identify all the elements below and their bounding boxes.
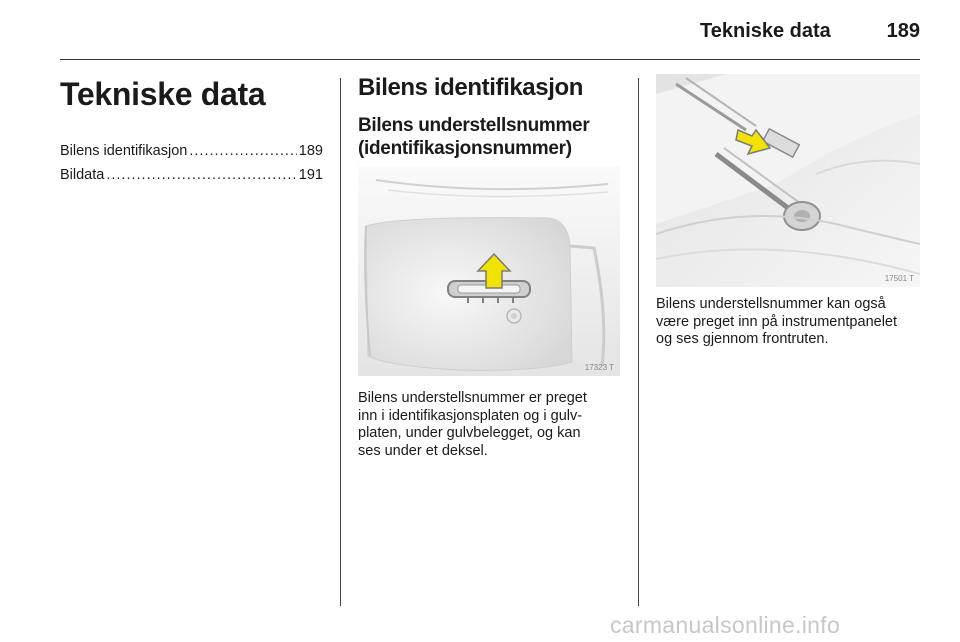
section-column	[358, 74, 620, 160]
toc-entry-car-data[interactable]	[60, 167, 323, 191]
dashboard-illustration	[656, 74, 920, 287]
toc-label: Bilens identifikasjon	[60, 143, 188, 159]
text-line: og ses gjennom frontruten.	[656, 331, 829, 347]
text-line: Bilens understellsnummer er preget	[358, 390, 587, 406]
toc-entry-identification[interactable]	[60, 143, 323, 167]
text-line: ses under et deksel.	[358, 442, 488, 459]
floor-plate-illustration	[358, 166, 620, 376]
page-number: 189	[886, 20, 920, 42]
text-line: inn i identifikasjonsplaten og i gulv-	[358, 407, 583, 424]
text-line: Bilens understellsnummer kan også	[656, 296, 886, 312]
header-title: Tekniske data	[700, 20, 831, 42]
text-line: være preget inn på instrumentpanelet	[656, 313, 898, 330]
column-divider-2	[638, 78, 639, 606]
toc-label: Bildata	[60, 167, 105, 183]
section-title: Bilens identifikasjon	[358, 74, 583, 101]
column-divider-1	[340, 78, 341, 606]
table-of-contents	[60, 143, 323, 191]
chapter-title: Tekniske data	[60, 76, 266, 112]
figure-floor-plate	[358, 166, 620, 376]
body-paragraph-dashboard	[656, 296, 922, 349]
body-paragraph-floor	[358, 390, 622, 460]
toc-leader-dots	[106, 167, 296, 183]
text-line: platen, under gulvbelegget, og kan	[358, 425, 581, 441]
toc-page: 191	[298, 167, 323, 183]
toc-leader-dots	[189, 143, 296, 159]
footer-watermark: carmanualsonline.info	[610, 612, 841, 638]
subsection-title	[358, 114, 620, 160]
subsection-title-line2: (identifikasjonsnummer)	[358, 138, 572, 159]
subsection-title-line1: Bilens understellsnummer	[358, 115, 590, 136]
figure-dashboard-vin	[656, 74, 920, 287]
toc-page: 189	[298, 143, 323, 159]
figure-code: 17501 T	[884, 274, 914, 283]
header-divider	[60, 59, 920, 60]
chapter-column	[60, 72, 323, 191]
figure-code: 17323 T	[584, 363, 614, 372]
